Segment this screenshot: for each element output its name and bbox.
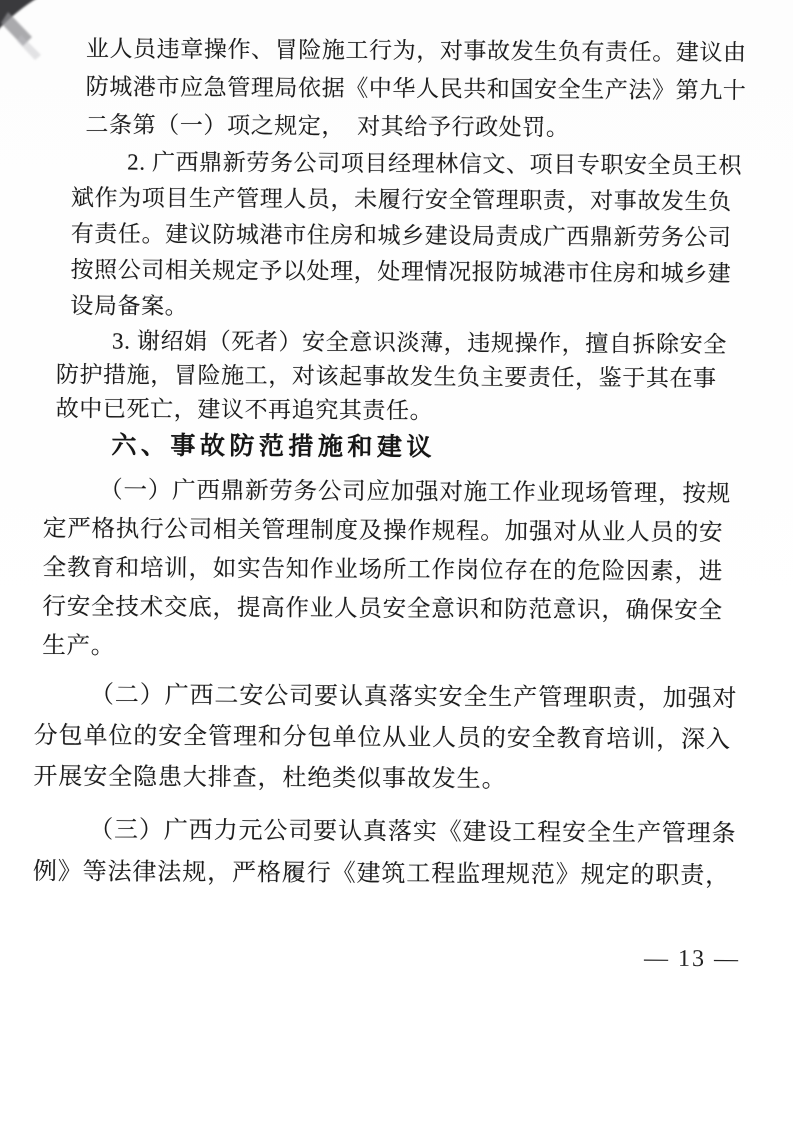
paragraph-measure-3 xyxy=(33,809,745,897)
text-line: 二条第（一）项之规定， 对其给予行政处罚。 xyxy=(85,112,570,141)
section-heading xyxy=(55,426,747,468)
document-body xyxy=(33,30,750,897)
text-line: 有责任。建议防城港市住房和城乡建设局责成广西鼎新劳务公司 xyxy=(70,221,732,251)
text-line: 2. 广西鼎新劳务公司项目经理林信文、项目专职安全员王枳 xyxy=(127,149,743,179)
text-line: 设局备案。 xyxy=(70,293,189,319)
text-line: 生产。 xyxy=(42,633,116,660)
paragraph-item-3 xyxy=(56,324,749,430)
text-line: 业人员违章操作、冒险施工行为，对事故发生负有责任。建议由 xyxy=(85,36,747,66)
text-line: 按照公司相关规定予以处理，处理情况报防城港市住房和城乡建 xyxy=(70,257,732,287)
text-line: 3. 谢绍娟（死者）安全意识淡薄，违规操作，擅自拆除安全 xyxy=(112,328,727,358)
text-line: 全教育和培训，如实告知作业场所工作岗位存在的危险因素，进 xyxy=(42,555,724,586)
heading-text: 六、事故防范措施和建议 xyxy=(111,431,437,462)
paragraph-measure-2 xyxy=(33,675,746,802)
text-line: 行安全技术交底，提高作业人员安全意识和防范意识，确保安全 xyxy=(42,594,723,625)
page-number: — 13 — xyxy=(643,945,741,973)
text-line: 斌作为项目生产管理人员，未履行安全管理职责，对事故发生负 xyxy=(70,185,732,215)
paragraph-continuation xyxy=(85,30,750,148)
text-line: （一）广西鼎新劳务公司应加强对施工作业现场管理，按规 xyxy=(99,477,732,508)
text-line: 定严格执行公司相关管理制度及操作规程。加强对从业人员的安 xyxy=(42,516,724,547)
text-line: 防城港市应急管理局依据《中华人民共和国安全生产法》第九十 xyxy=(85,74,747,104)
paragraph-measure-1 xyxy=(42,471,747,670)
paragraph-item-2 xyxy=(70,144,749,328)
text-line: 例》等法律法规，严格履行《建筑工程监理规范》规定的职责， xyxy=(32,858,731,890)
text-line: （三）广西力元公司要认真落实《建设工程安全生产管理条 xyxy=(89,817,737,848)
text-line: （二）广西二安公司要认真落实安全生产管理职责，加强对 xyxy=(89,682,738,713)
text-line: 开展安全隐患大排查，杜绝类似事故发生。 xyxy=(33,763,507,793)
text-line: 分包单位的安全管理和分包单位从业人员的安全教育培训，深入 xyxy=(33,722,731,754)
text-line: 防护措施，冒险施工，对该起事故发生负主要责任，鉴于其在事 xyxy=(55,362,717,392)
text-line: 故中已死亡，建议不再追究其责任。 xyxy=(55,396,434,424)
